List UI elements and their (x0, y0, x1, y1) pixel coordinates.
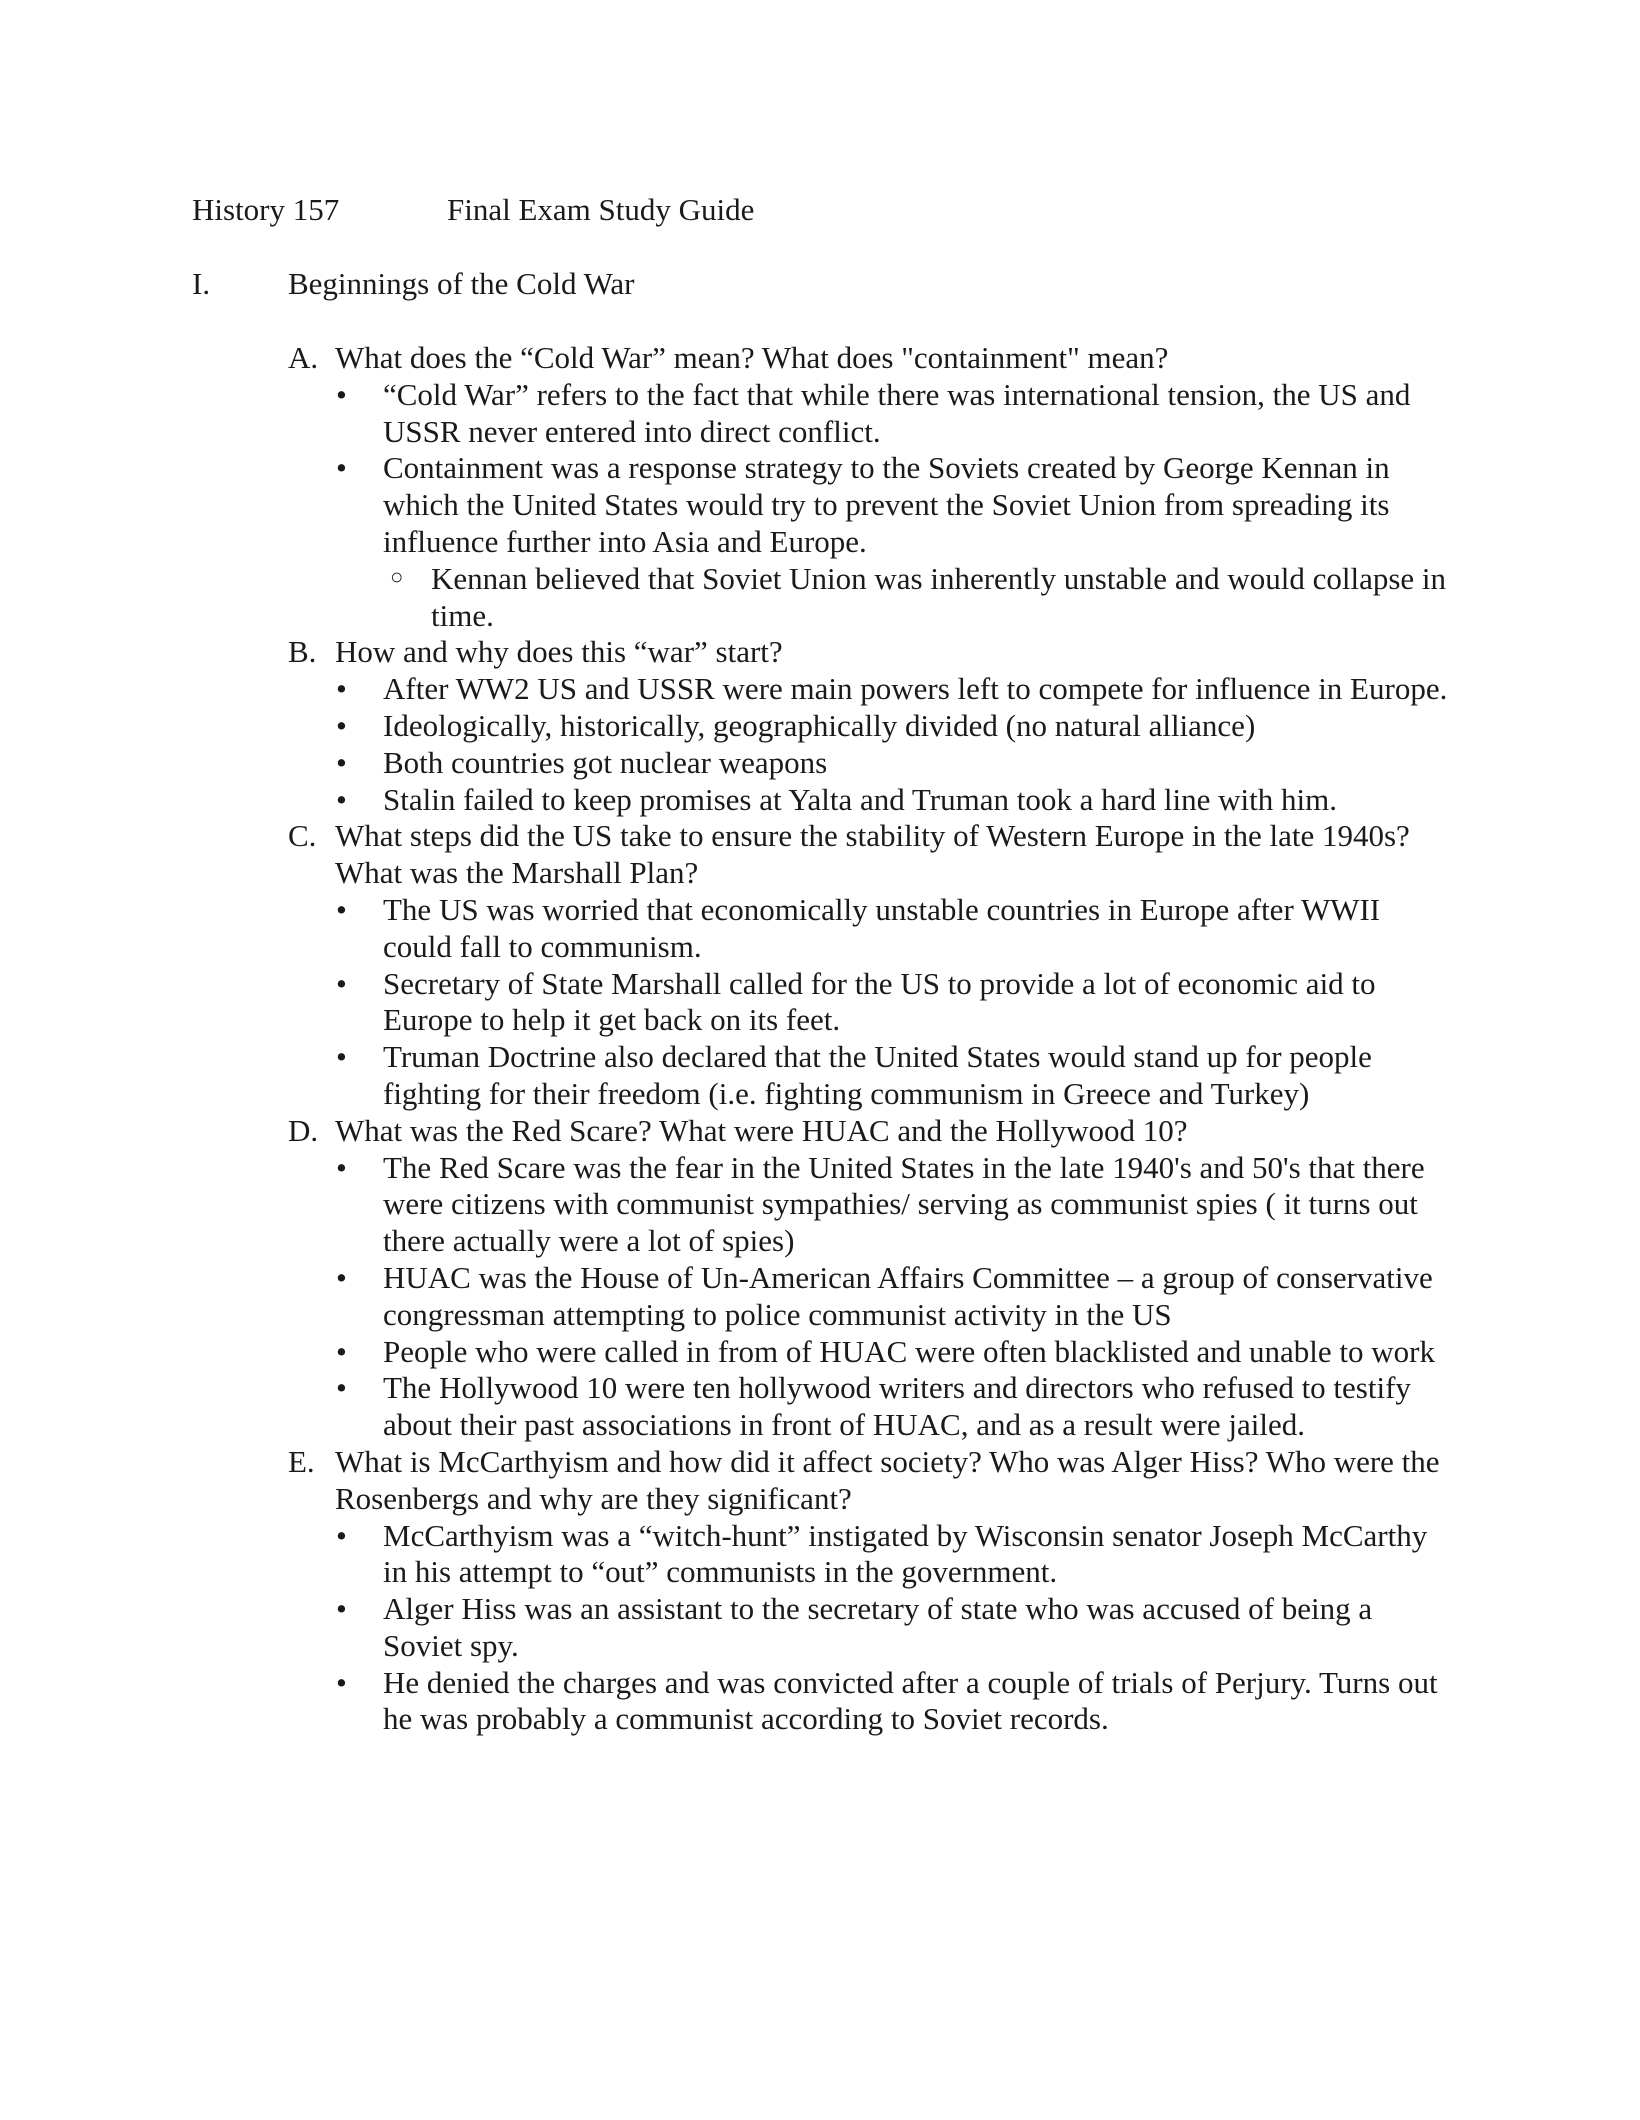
section-title: Beginnings of the Cold War (288, 266, 635, 301)
section-heading (192, 266, 635, 302)
answer-text: The US was worried that economically unstable countries in Europe after WWII could fall to communism. (383, 891, 1381, 964)
answer-text: Truman Doctrine also declared that the United States would stand up for people fighting for their freedom (i.e. fighting communism in Greece and Turkey) (383, 1039, 1372, 1111)
question-text: What does the “Cold War” mean? What does "containment" mean? (335, 340, 1169, 375)
question-outline (288, 340, 1448, 1738)
answer-text: Alger Hiss was an assistant to the secretary of state who was accused of being a Soviet spy. (383, 1591, 1373, 1663)
answer-bullet (288, 1039, 1448, 1113)
sub-bullet-text: Kennan believed that Soviet Union was inherently unstable and would collapse in time. (431, 560, 1447, 633)
bullet-dot-icon: • (336, 781, 347, 817)
answer-bullet (288, 1665, 1448, 1739)
bullet-dot-icon: • (336, 376, 347, 412)
answer-bullet (288, 1518, 1448, 1592)
answer-text: Ideologically, historically, geographically divided (no natural alliance) (383, 707, 1256, 743)
bullet-dot-icon: • (336, 450, 347, 486)
answer-list (288, 671, 1448, 818)
answer-text: Both countries got nuclear weapons (383, 744, 828, 780)
question-text: What steps did the US take to ensure the stability of Western Europe in the late 1940s? What was the Marshall Plan? (335, 818, 1410, 891)
bullet-dot-icon: • (336, 1517, 347, 1553)
answer-bullet (288, 892, 1448, 966)
answer-text: The Hollywood 10 were ten hollywood writers and directors who refused to testify about their past associations in front of HUAC, and as a result were jailed. (383, 1370, 1411, 1443)
answer-text: McCarthyism was a “witch-hunt” instigated by Wisconsin senator Joseph McCarthy in his attempt to “out” communists in the government. (383, 1517, 1428, 1590)
answer-bullet (288, 1150, 1448, 1260)
bullet-dot-icon: • (336, 1259, 347, 1295)
bullet-dot-icon: • (336, 744, 347, 780)
question-item (288, 340, 1448, 377)
answer-text: HUAC was the House of Un-American Affairs Committee – a group of conservative congressman attempting to police communist activity in the US (383, 1259, 1433, 1332)
question-text: What is McCarthyism and how did it affect society? Who was Alger Hiss? Who were the Rosenbergs and why are they significant? (335, 1443, 1440, 1516)
answer-text: Stalin failed to keep promises at Yalta and Truman took a hard line with him. (383, 781, 1337, 817)
answer-text: The Red Scare was the fear in the United States in the late 1940's and 50's that there were citizens with communist sympathies/ serving as communist spies ( it turns out there actually were a lot of spies) (383, 1149, 1425, 1259)
sub-bullet (288, 561, 1448, 635)
question-item (288, 818, 1448, 892)
answer-bullet (288, 1334, 1448, 1371)
answer-list (288, 892, 1448, 1113)
answer-text: Secretary of State Marshall called for the US to provide a lot of economic aid to Europe to help it get back on its feet. (383, 965, 1376, 1038)
answer-bullet (288, 782, 1448, 819)
question-text: How and why does this “war” start? (335, 634, 783, 670)
answer-bullet (288, 1370, 1448, 1444)
course-name: History 157 (192, 192, 340, 227)
answer-list (288, 1518, 1448, 1739)
bullet-dot-icon: • (336, 1039, 347, 1075)
bullet-dot-icon: • (336, 1149, 347, 1185)
question-item (288, 1113, 1448, 1150)
answer-bullet (288, 745, 1448, 782)
document-header (192, 192, 754, 228)
answer-text: After WW2 US and USSR were main powers left to compete for influence in Europe. (383, 671, 1448, 707)
answer-bullet (288, 1260, 1448, 1334)
bullet-dot-icon: • (336, 1370, 347, 1406)
question-letter: C. (288, 818, 317, 854)
answer-list (288, 1150, 1448, 1444)
answer-list (288, 377, 1448, 635)
answer-text: Containment was a response strategy to the Soviets created by George Kennan in which the United States would try to prevent the Soviet Union from spreading its influence further into Asia and Europe. (383, 450, 1390, 559)
question-letter: E. (288, 1443, 315, 1479)
question-letter: D. (288, 1112, 319, 1148)
bullet-dot-icon: • (336, 707, 347, 743)
answer-text: “Cold War” refers to the fact that while there was international tension, the US and USSR never entered into direct conflict. (383, 376, 1411, 449)
bullet-dot-icon: • (336, 671, 347, 707)
question-item (288, 1444, 1448, 1518)
answer-bullet (288, 377, 1448, 451)
bullet-dot-icon: • (336, 965, 347, 1001)
answer-bullet (288, 966, 1448, 1040)
document-title: Final Exam Study Guide (447, 192, 755, 227)
answer-bullet (288, 671, 1448, 708)
bullet-dot-icon: • (336, 1333, 347, 1369)
section-numeral: I. (192, 266, 211, 301)
bullet-dot-icon: • (336, 1591, 347, 1627)
answer-bullet (288, 1591, 1448, 1665)
question-item (288, 634, 1448, 671)
bullet-circle-icon: ○ (390, 563, 404, 589)
answer-text: People who were called in from of HUAC were often blacklisted and unable to work (383, 1333, 1435, 1369)
bullet-dot-icon: • (336, 891, 347, 927)
bullet-dot-icon: • (336, 1664, 347, 1700)
question-text: What was the Red Scare? What were HUAC and the Hollywood 10? (335, 1112, 1188, 1148)
question-letter: A. (288, 340, 319, 375)
answer-bullet (288, 450, 1448, 560)
question-letter: B. (288, 634, 317, 670)
answer-bullet (288, 708, 1448, 745)
answer-text: He denied the charges and was convicted after a couple of trials of Perjury. Turns out he was probably a communist according to Soviet records. (383, 1664, 1438, 1737)
